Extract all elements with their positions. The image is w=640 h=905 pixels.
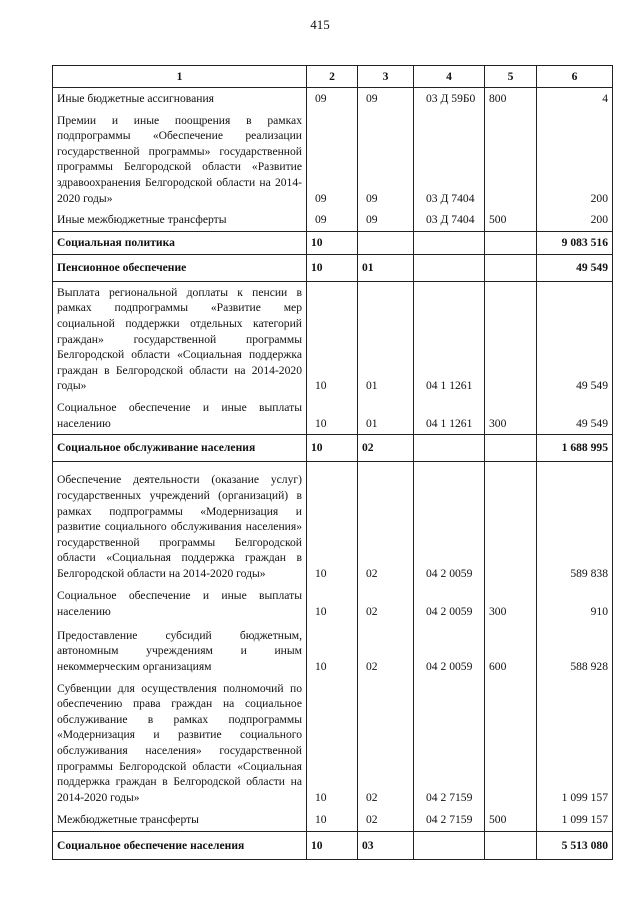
row-amount: 49 549: [537, 397, 613, 435]
row-section-code: 10: [307, 585, 358, 623]
row-section-code: 10: [307, 831, 358, 859]
column-header: 2: [307, 66, 358, 88]
row-target-code: 03 Д 59Б0: [414, 88, 485, 110]
row-section-code: 10: [307, 623, 358, 678]
row-description: Иные бюджетные ассигнования: [53, 88, 307, 110]
row-subsection-code: 02: [358, 462, 414, 585]
table-row: [53, 397, 613, 435]
row-description: Обеспечение деятельности (оказание услуг) государственных учреждений (организаций) в рамках подпрограммы «Модернизация и развитие социального обслуживания населения» государственной программы Белгородской области «Социальная поддержка граждан в Белгородской области на 2014-2020 годы»: [53, 462, 307, 585]
table-row: [53, 462, 613, 585]
row-target-code: 04 2 7159: [414, 808, 485, 831]
row-expense-type: 300: [485, 585, 537, 623]
page-number: 415: [310, 17, 330, 32]
row-target-code: 04 1 1261: [414, 281, 485, 397]
table-section-row: [53, 254, 613, 281]
row-subsection-code: 02: [358, 623, 414, 678]
column-header: 1: [53, 66, 307, 88]
row-expense-type: [485, 110, 537, 210]
row-section-code: 09: [307, 110, 358, 210]
row-target-code: [414, 231, 485, 254]
row-section-code: 10: [307, 462, 358, 585]
row-expense-type: [485, 435, 537, 462]
row-expense-type: 300: [485, 397, 537, 435]
row-expense-type: 600: [485, 623, 537, 678]
row-subsection-code: 01: [358, 281, 414, 397]
table-section-row: [53, 231, 613, 254]
table-row: [53, 281, 613, 397]
row-subsection-code: 02: [358, 808, 414, 831]
row-subsection-code: 02: [358, 678, 414, 809]
row-description: Социальная политика: [53, 231, 307, 254]
row-amount: 588 928: [537, 623, 613, 678]
row-amount: 1 688 995: [537, 435, 613, 462]
row-amount: 4: [537, 88, 613, 110]
row-description: Субвенции для осуществления полномочий по обеспечению права граждан на социальное обслуживание в рамках подпрограммы «Модернизация и развитие социального обслуживания населения» государственной программы Белгородской области «Социальная поддержка граждан в Белгородской области на 2014-2020 годы»: [53, 678, 307, 809]
row-subsection-code: 09: [358, 88, 414, 110]
row-description: Социальное обслуживание населения: [53, 435, 307, 462]
column-header: 5: [485, 66, 537, 88]
row-description: Предоставление субсидий бюджетным, автономным учреждениям и иным некоммерческим организациям: [53, 623, 307, 678]
row-subsection-code: [358, 231, 414, 254]
row-target-code: 03 Д 7404: [414, 209, 485, 231]
table-row: [53, 623, 613, 678]
table-row: [53, 808, 613, 831]
row-target-code: 04 2 0059: [414, 585, 485, 623]
row-description: Пенсионное обеспечение: [53, 254, 307, 281]
row-section-code: 10: [307, 254, 358, 281]
row-expense-type: [485, 831, 537, 859]
row-subsection-code: 02: [358, 435, 414, 462]
table-row: [53, 678, 613, 809]
row-amount: 9 083 516: [537, 231, 613, 254]
row-expense-type: 800: [485, 88, 537, 110]
table-section-row: [53, 435, 613, 462]
row-subsection-code: 03: [358, 831, 414, 859]
row-target-code: [414, 831, 485, 859]
row-description: Межбюджетные трансферты: [53, 808, 307, 831]
row-section-code: 10: [307, 397, 358, 435]
row-description: Социальное обеспечение и иные выплаты населению: [53, 585, 307, 623]
row-description: Социальное обеспечение и иные выплаты населению: [53, 397, 307, 435]
column-header: 4: [414, 66, 485, 88]
row-section-code: 10: [307, 808, 358, 831]
row-expense-type: 500: [485, 808, 537, 831]
row-expense-type: [485, 281, 537, 397]
table-section-row: [53, 831, 613, 859]
row-section-code: 10: [307, 281, 358, 397]
row-subsection-code: 01: [358, 254, 414, 281]
row-target-code: 03 Д 7404: [414, 110, 485, 210]
row-description: Выплата региональной доплаты к пенсии в рамках подпрограммы «Развитие мер социальной поддержки отдельных категорий граждан» государственной программы Белгородской области «Социальная поддержка граждан в Белгородской области на 2014-2020 годы»: [53, 281, 307, 397]
row-section-code: 09: [307, 88, 358, 110]
table-row: [53, 110, 613, 210]
row-expense-type: [485, 254, 537, 281]
row-expense-type: [485, 462, 537, 585]
row-amount: 200: [537, 209, 613, 231]
row-subsection-code: 01: [358, 397, 414, 435]
budget-table: [52, 65, 613, 860]
row-section-code: 10: [307, 435, 358, 462]
row-expense-type: [485, 678, 537, 809]
row-description: Иные межбюджетные трансферты: [53, 209, 307, 231]
row-description: Социальное обеспечение населения: [53, 831, 307, 859]
row-amount: 200: [537, 110, 613, 210]
row-amount: 5 513 080: [537, 831, 613, 859]
row-amount: 1 099 157: [537, 678, 613, 809]
row-amount: 49 549: [537, 281, 613, 397]
table-row: [53, 585, 613, 623]
row-section-code: 10: [307, 678, 358, 809]
table-row: [53, 209, 613, 231]
row-section-code: 10: [307, 231, 358, 254]
row-amount: 49 549: [537, 254, 613, 281]
row-subsection-code: 09: [358, 209, 414, 231]
row-amount: 910: [537, 585, 613, 623]
column-header: 6: [537, 66, 613, 88]
row-expense-type: 500: [485, 209, 537, 231]
row-target-code: 04 2 7159: [414, 678, 485, 809]
row-target-code: [414, 435, 485, 462]
row-amount: 1 099 157: [537, 808, 613, 831]
row-section-code: 09: [307, 209, 358, 231]
row-description: Премии и иные поощрения в рамках подпрограммы «Обеспечение реализации государственной программы» государственной программы Белгородской области «Развитие здравоохранения Белгородской области на 2014-2020 годы»: [53, 110, 307, 210]
row-amount: 589 838: [537, 462, 613, 585]
row-target-code: 04 2 0059: [414, 623, 485, 678]
table-row: [53, 88, 613, 110]
row-target-code: 04 2 0059: [414, 462, 485, 585]
row-target-code: [414, 254, 485, 281]
row-subsection-code: 02: [358, 585, 414, 623]
table-header-row: [53, 66, 613, 88]
row-expense-type: [485, 231, 537, 254]
row-subsection-code: 09: [358, 110, 414, 210]
row-target-code: 04 1 1261: [414, 397, 485, 435]
column-header: 3: [358, 66, 414, 88]
